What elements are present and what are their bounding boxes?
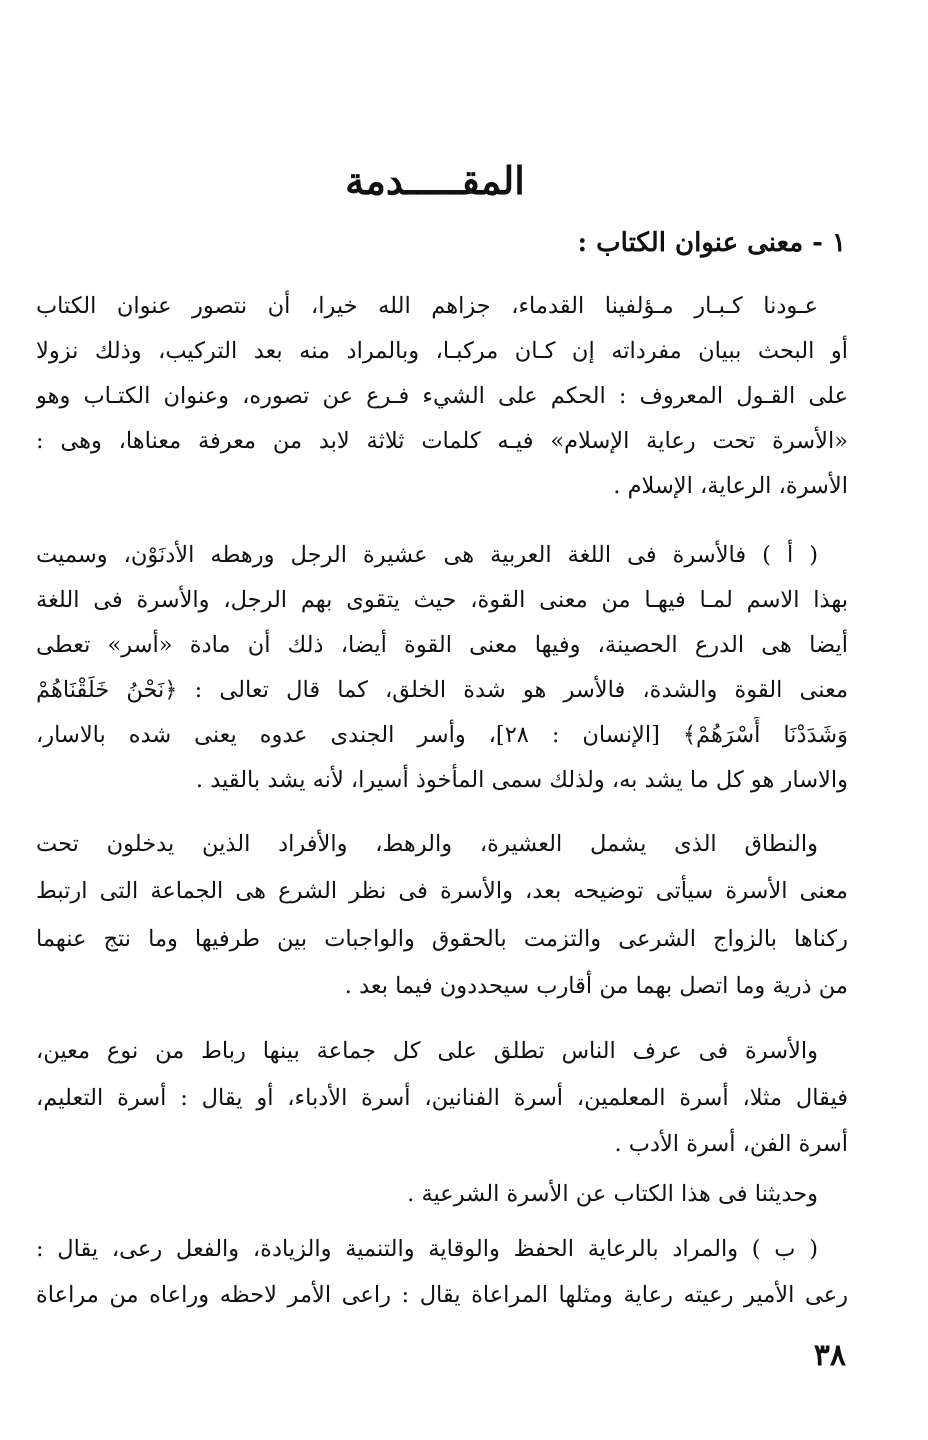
text-line: الأسرة، الرعاية، الإسلام .	[613, 473, 848, 499]
text-line: أو البحث ببيان مفرداته إن كـان مركبـا، وبالمراد منه بعد التركيب، وذلك نزولا	[36, 338, 848, 364]
text-line: ( أ ) فالأسرة فى اللغة العربية هى عشيرة الرجل ورهطه الأدنَوْن، وسميت	[36, 542, 818, 568]
page-title: المقـــــدمة	[345, 158, 525, 203]
text-line: والاسار هو كل ما يشد به، ولذلك سمى المأخوذ أسيرا، لأنه يشد بالقيد .	[195, 767, 848, 793]
text-line: بهذا الاسم لمـا فيهـا من معنى القوة، حيث يتقوى بهم الرجل، والأسرة فى اللغة	[36, 587, 848, 613]
text-line: معنى الأسرة سيأتى توضيحه بعد، والأسرة فى نظر الشرع هى الجماعة التى ارتبط	[36, 878, 848, 904]
text-line: على القـول المعروف : الحكم على الشيء فـرع عن تصوره، وعنوان الكتـاب وهو	[36, 383, 848, 409]
text-line: معنى القوة والشدة، فالأسر هو شدة الخلق، كما قال تعالى : ﴿نَحْنُ خَلَقْنَاهُمْ	[36, 677, 848, 703]
text-line: عـودنا كـبـار مـؤلفينا القدماء، جزاهم الله خيرا، أن نتصور عنوان الكتاب	[36, 293, 818, 319]
text-line: والأسرة فى عرف الناس تطلق على كل جماعة بينها رباط من نوع معين،	[36, 1038, 818, 1064]
text-line: أيضا هى الدرع الحصينة، وفيها معنى القوة أيضا، ذلك أن مادة «أسر» تعطى	[36, 632, 848, 658]
text-line: وَشَدَدْنَا أَسْرَهُمْ﴾ [الإنسان : ٢٨]، وأسر الجندى عدوه يعنى شده بالاسار،	[36, 722, 848, 748]
text-line: والنطاق الذى يشمل العشيرة، والرهط، والأفراد الذين يدخلون تحت	[36, 831, 818, 857]
text-line: «الأسرة تحت رعاية الإسلام» فيـه كلمات ثلاثة لابد من معرفة معناها، وهى :	[36, 428, 848, 454]
section-heading: ١ - معنى عنوان الكتاب :	[577, 228, 846, 258]
text-line: فيقال مثلا، أسرة المعلمين، أسرة الفنانين، أسرة الأدباء، أو يقال : أسرة التعليم،	[36, 1085, 848, 1111]
text-line: من ذرية وما اتصل بهما من أقارب سيحددون فيما بعد .	[344, 973, 848, 999]
text-line: وحديثنا فى هذا الكتاب عن الأسرة الشرعية .	[407, 1181, 818, 1207]
page-number: ٣٨	[813, 1338, 846, 1373]
text-line: ( ب ) والمراد بالرعاية الحفظ والوقاية والتنمية والزيادة، والفعل رعى، يقال :	[36, 1236, 818, 1262]
text-line: رعى الأمير رعيته رعاية ومثلها المراعاة يقال : راعى الأمر لاحظه وراعاه من مراعاة	[36, 1282, 848, 1308]
text-line: ركناها بالزواج الشرعى والتزمت بالحقوق والواجبات بين طرفيها وما نتج عنهما	[36, 926, 848, 952]
text-line: أسرة الفن، أسرة الأدب .	[614, 1131, 848, 1157]
